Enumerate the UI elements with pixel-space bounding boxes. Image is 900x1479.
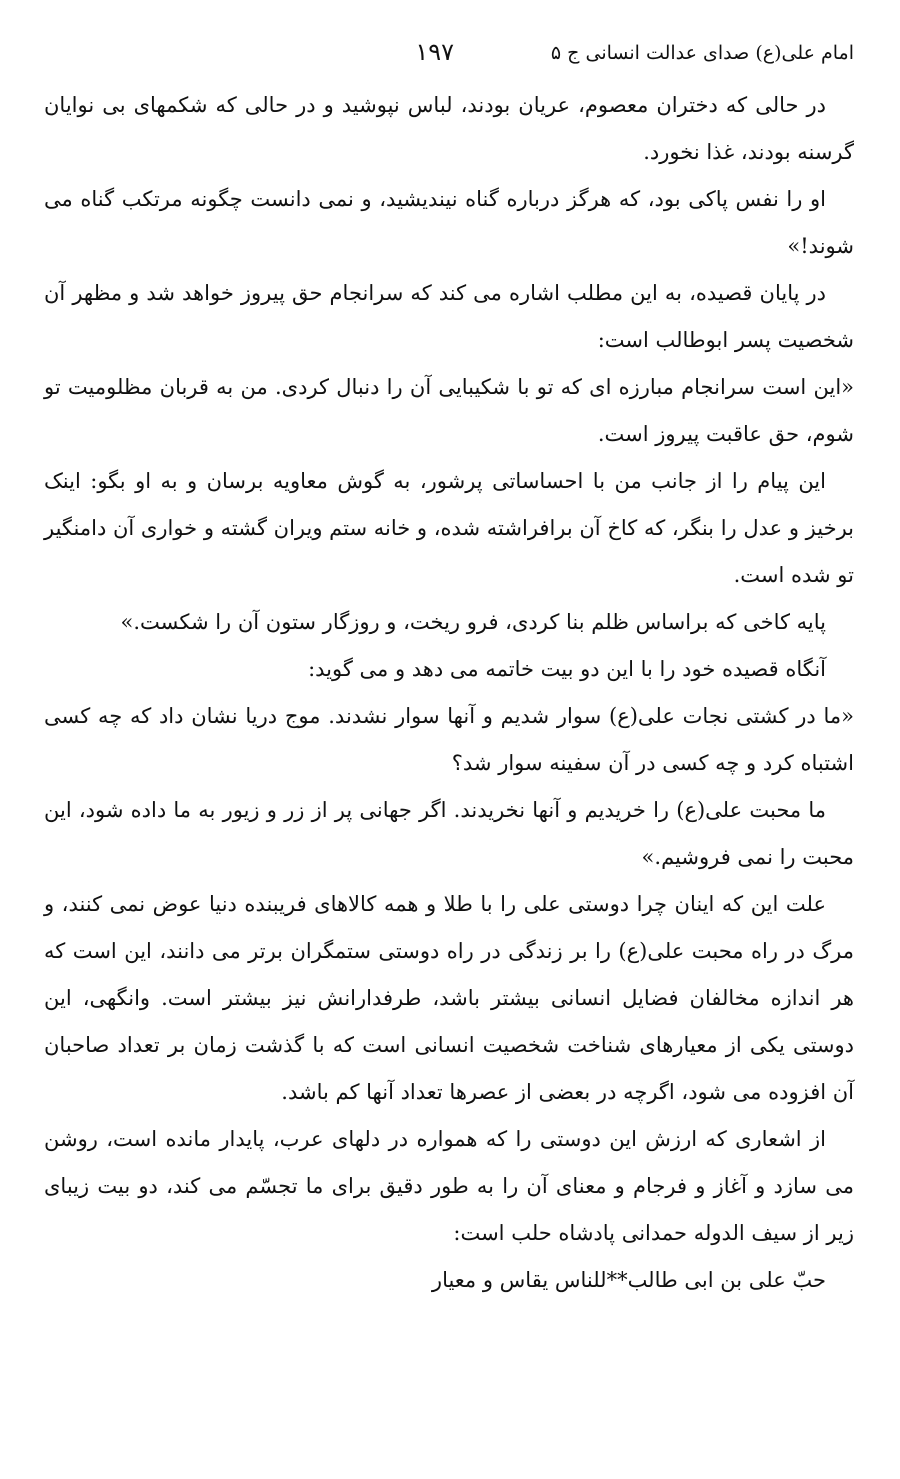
paragraph: «ما در کشتی نجات علی(ع) سوار شدیم و آنها سوار نشدند. موج دریا نشان داد که چه کسی اشتباه کرد و چه کسی در آن سفینه سوار شد؟ bbox=[44, 704, 854, 775]
paragraph: در حالی که دختران معصوم، عریان بودند، لباس نپوشید و در حالی که شکمهای بی نوایان گرسنه بودند، غذا نخورد. bbox=[44, 93, 854, 164]
paragraph: ما محبت علی(ع) را خریدیم و آنها نخریدند. اگر جهانی پر از زر و زیور به ما داده شود، این محبت را نمی فروشیم.» bbox=[44, 798, 854, 869]
paragraph: «این است سرانجام مبارزه ای که تو با شکیبایی آن را دنبال کردی. من به قربان مظلومیت تو شوم، حق عاقبت پیروز است. bbox=[44, 375, 854, 446]
page-body bbox=[44, 82, 854, 1304]
page-header bbox=[40, 36, 854, 76]
page-number: ۱۹۷ bbox=[415, 38, 454, 66]
paragraph: این پیام را از جانب من با احساساتی پرشور، به گوش معاویه برسان و به او بگو: اینک برخیز و عدل را بنگر، که کاخ آن برافراشته شده، و خانه ستم ویران گشته و خواری آن دامنگیر تو شده است. bbox=[44, 469, 854, 587]
paragraph: از اشعاری که ارزش این دوستی را که همواره در دلهای عرب، پایدار مانده است، روشن می سازد و آغاز و فرجام و معنای آن را به طور دقیق برای ما تجسّم می کند، دو بیت زیبای زیر از سیف الدوله حمدانی پادشاه حلب است: bbox=[44, 1127, 854, 1245]
verse-line: حبّ علی بن ابی طالب**للناس یقاس و معیار bbox=[431, 1268, 826, 1292]
paragraph: علت این که اینان چرا دوستی علی را با طلا و همه کالاهای فریبنده دنیا عوض نمی کنند، و مرگ در راه محبت علی(ع) را بر زندگی در راه دوستی ستمگران برتر می دانند، این است که هر اندازه مخالفان فضایل انسانی بیشتر باشد، طرفدارانش نیز بیشتر است. وانگهی، این دوستی یکی از معیارهای شناخت شخصیت انسانی است که با گذشت زمان بر تعداد صاحبان آن افزوده می شود، اگرچه در بعضی از عصرها تعداد آنها کم باشد. bbox=[44, 892, 854, 1104]
paragraph: آنگاه قصیده خود را با این دو بیت خاتمه می دهد و می گوید: bbox=[308, 657, 826, 681]
paragraph: او را نفس پاکی بود، که هرگز درباره گناه نیندیشید، و نمی دانست چگونه مرتکب گناه می شوند!» bbox=[44, 187, 854, 258]
paragraph: در پایان قصیده، به این مطلب اشاره می کند که سرانجام حق پیروز خواهد شد و مظهر آن شخصیت پسر ابوطالب است: bbox=[44, 281, 854, 352]
running-title: امام علی(ع) صدای عدالت انسانی ج ۵ bbox=[550, 42, 854, 64]
paragraph: پایه کاخی که براساس ظلم بنا کردی، فرو ریخت، و روزگار ستون آن را شکست.» bbox=[120, 610, 826, 634]
